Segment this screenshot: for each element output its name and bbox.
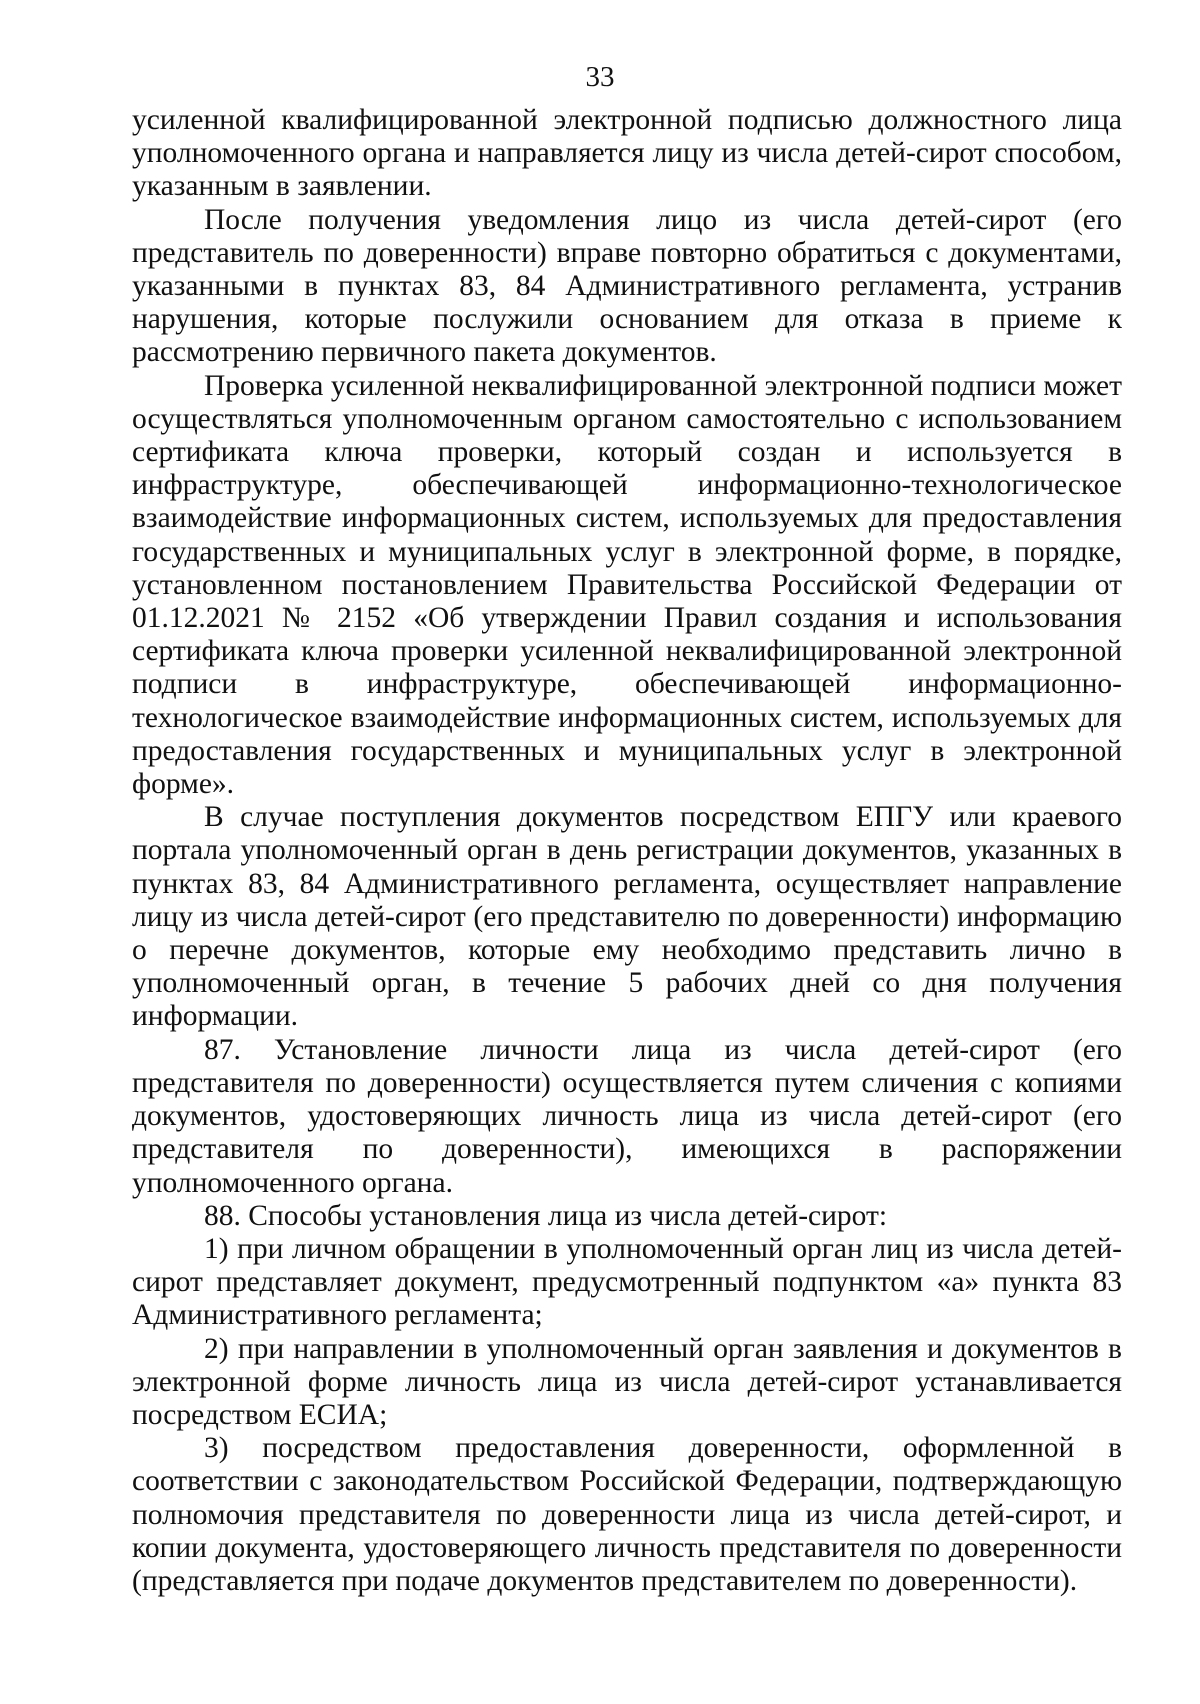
paragraph-continuation: усиленной квалифицированной электронной подписью должностного лица уполномоченного органа и направляется лицу из числа детей-сирот способом, указанным в заявлении.	[132, 104, 1122, 203]
paragraph-item-87: 87. Установление личности лица из числа детей-сирот (его представителя по доверенности) осуществляется путем сличения с копиями документов, удостоверяющих личность лица из числа детей-сирот (его представителя по доверенности), имеющихся в распоряжении уполномоченного органа.	[132, 1033, 1122, 1199]
paragraph-item-88: 88. Способы установления лица из числа детей-сирот:	[204, 1199, 888, 1232]
list-item-1: 1) при личном обращении в уполномоченный орган лиц из числа детей-сирот представляет документ, предусмотренный подпунктом «а» пункта 83 Административного регламента;	[132, 1232, 1122, 1332]
list-item-3: 3) посредством предоставления доверенности, оформленной в соответствии с законодательством Российской Федерации, подтверждающую полномочия представителя по доверенности лица из числа детей-сирот, и копии документа, удостоверяющего личность представителя по доверенности (представляется при подаче документов представителем по доверенности).	[132, 1432, 1122, 1597]
page-number: 33	[585, 61, 615, 93]
paragraph-repeat-application: После получения уведомления лицо из числа детей-сирот (его представитель по доверенности) вправе повторно обратиться с документами, указанными в пунктах 83, 84 Административного регламента, устранив нарушения, которые послужили основанием для отказа в приеме к рассмотрению первичного пакета документов.	[132, 203, 1122, 369]
paragraph-epgu-documents: В случае поступления документов посредством ЕПГУ или краевого портала уполномоченный орган в день регистрации документов, указанных в пунктах 83, 84 Административного регламента, осуществляет направление лицу из числа детей-сирот (его представителю по доверенности) информацию о перечне документов, которые ему необходимо представить лично в уполномоченный орган, в течение 5 рабочих дней со дня получения информации.	[132, 801, 1122, 1033]
paragraph-signature-verification: Проверка усиленной неквалифицированной электронной подписи может осуществляться уполномоченным органом самостоятельно с использованием сертификата ключа проверки, который создан и используется в инфраструктуре, обеспечивающей информационно-технологическое взаимодействие информационных систем, используемых для предоставления государственных и муниципальных услуг в электронной форме, в порядке, установленном постановлением Правительства Российской Федерации от 01.12.2021 № 2152 «Об утверждении Правил создания и использования сертификата ключа проверки усиленной неквалифицированной электронной подписи в инфраструктуре, обеспечивающей информационно-технологическое взаимодействие информационных систем, используемых для предоставления государственных и муниципальных услуг в электронной форме».	[132, 369, 1122, 801]
list-item-2: 2) при направлении в уполномоченный орган заявления и документов в электронной форме личность лица из числа детей-сирот устанавливается посредством ЕСИА;	[132, 1332, 1122, 1431]
document-body	[132, 104, 1122, 1598]
